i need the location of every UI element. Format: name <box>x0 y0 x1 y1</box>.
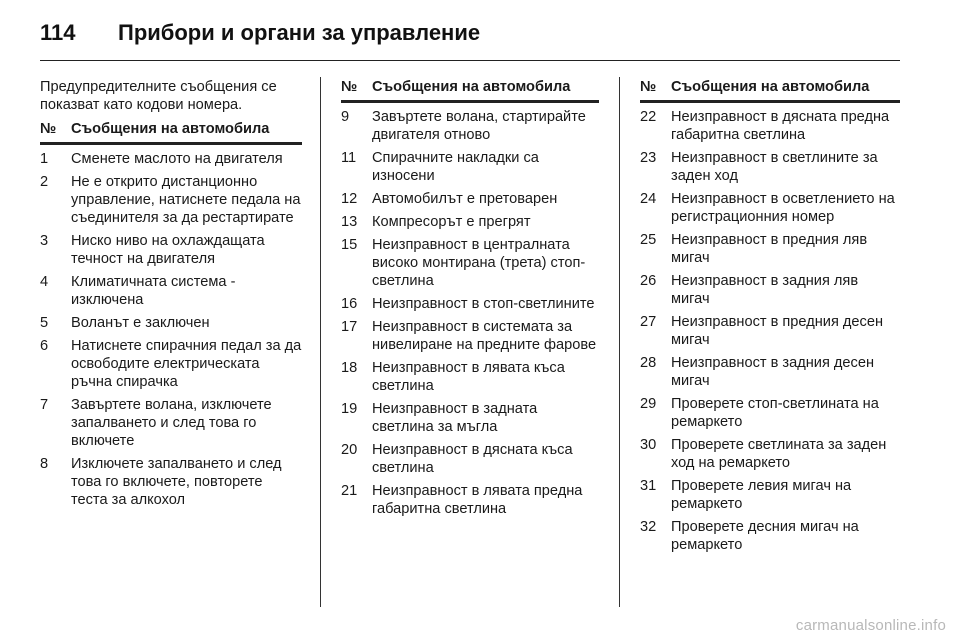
message-row <box>640 272 900 308</box>
message-text: Проверете десния мигач на ремаркето <box>671 519 859 553</box>
message-row <box>640 395 900 431</box>
table-header-text: Съобщения на автомобила <box>671 79 870 95</box>
message-number: 4 <box>40 274 49 290</box>
message-row <box>640 313 900 349</box>
message-row <box>341 318 599 354</box>
message-row <box>640 477 900 513</box>
page-title: Прибори и органи за управление <box>118 20 481 45</box>
message-number: 15 <box>341 237 358 253</box>
message-number: 7 <box>40 397 49 413</box>
message-row <box>341 400 599 436</box>
message-text: Неизправност в осветлението на регистрационния номер <box>671 191 895 225</box>
message-row <box>341 190 599 208</box>
message-text: Проверете светлината за заден ход на ремаркето <box>671 437 887 471</box>
message-number: 19 <box>341 401 358 417</box>
column-divider <box>320 77 321 607</box>
message-number: 6 <box>40 338 49 354</box>
message-text: Компресорът е прегрят <box>372 214 531 230</box>
message-number: 12 <box>341 191 358 207</box>
message-number: 31 <box>640 478 657 494</box>
message-row <box>640 354 900 390</box>
message-number: 17 <box>341 319 358 335</box>
message-text: Проверете стоп-светлината на ремаркето <box>671 396 879 430</box>
message-row <box>640 518 900 554</box>
message-row <box>341 359 599 395</box>
message-number: 26 <box>640 273 657 289</box>
message-number: 20 <box>341 442 358 458</box>
message-number: 25 <box>640 232 657 248</box>
watermark: carmanualsonline.info <box>795 617 946 634</box>
message-text: Неизправност в централната високо монтирана (трета) стоп-светлина <box>372 237 586 289</box>
message-row <box>640 149 900 185</box>
message-text: Неизправност в предния десен мигач <box>671 314 884 348</box>
message-number: 24 <box>640 191 657 207</box>
table-header <box>341 78 599 103</box>
table-header-text: Съобщения на автомобила <box>71 121 270 137</box>
message-number: 9 <box>341 109 350 125</box>
table-header <box>640 78 900 103</box>
message-number: 28 <box>640 355 657 371</box>
message-text: Спирачните накладки са износени <box>372 150 539 184</box>
message-number: 16 <box>341 296 358 312</box>
message-text: Неизправност в светлините за заден ход <box>671 150 878 184</box>
message-text: Завъртете волана, стартирайте двигателя отново <box>372 109 586 143</box>
message-number: 21 <box>341 483 358 499</box>
message-text: Неизправност в стоп-светлините <box>372 296 595 312</box>
message-row <box>341 482 599 518</box>
message-row <box>40 337 302 391</box>
page-number: 114 <box>40 20 76 45</box>
message-row <box>40 150 302 168</box>
message-row <box>640 108 900 144</box>
message-row <box>341 108 599 144</box>
message-row <box>341 295 599 313</box>
message-number: 1 <box>40 151 49 167</box>
message-text: Неизправност в задния ляв мигач <box>671 273 859 307</box>
message-text: Климатичната система - изключена <box>71 274 236 308</box>
message-number: 18 <box>341 360 358 376</box>
message-list-1 <box>40 150 302 509</box>
message-text: Не е открито дистанционно управление, натиснете педала на съединителя за да рестартирате <box>71 174 301 226</box>
message-row <box>640 436 900 472</box>
message-number: 27 <box>640 314 657 330</box>
message-list-3 <box>640 108 900 554</box>
message-row <box>640 190 900 226</box>
table-header-num: № <box>40 121 57 137</box>
message-number: 22 <box>640 109 657 125</box>
table-header-text: Съобщения на автомобила <box>372 79 571 95</box>
column-1 <box>40 78 302 514</box>
message-row <box>341 213 599 231</box>
message-number: 30 <box>640 437 657 453</box>
page-header <box>40 14 900 61</box>
message-row <box>40 173 302 227</box>
message-number: 29 <box>640 396 657 412</box>
message-row <box>40 396 302 450</box>
table-header-num: № <box>640 79 657 95</box>
message-text: Неизправност в системата за нивелиране на предните фарове <box>372 319 597 353</box>
message-number: 11 <box>341 150 357 166</box>
message-row <box>640 231 900 267</box>
message-number: 3 <box>40 233 49 249</box>
message-text: Проверете левия мигач на ремаркето <box>671 478 852 512</box>
column-divider <box>619 77 620 607</box>
message-number: 13 <box>341 214 358 230</box>
message-row <box>40 314 302 332</box>
message-text: Воланът е заключен <box>71 315 210 331</box>
message-text: Неизправност в дясната къса светлина <box>372 442 573 476</box>
message-number: 2 <box>40 174 49 190</box>
message-text: Неизправност в задния десен мигач <box>671 355 875 389</box>
intro-text: Предупредителните съобщения се показват като кодови номера. <box>40 79 277 113</box>
message-text: Изключете запалването и след това го включете, повторете теста за алкохол <box>71 456 282 508</box>
message-text: Ниско ниво на охлаждащата течност на двигателя <box>71 233 265 267</box>
message-row <box>341 149 599 185</box>
message-list-2 <box>341 108 599 518</box>
message-number: 32 <box>640 519 657 535</box>
message-text: Автомобилът е претоварен <box>372 191 558 207</box>
message-number: 5 <box>40 315 49 331</box>
message-number: 8 <box>40 456 49 472</box>
message-row <box>40 273 302 309</box>
message-text: Неизправност в лявата предна габаритна светлина <box>372 483 583 517</box>
message-text: Натиснете спирачния педал за да освободите електрическата ръчна спирачка <box>71 338 302 390</box>
message-text: Неизправност в задната светлина за мъгла <box>372 401 538 435</box>
message-row <box>40 232 302 268</box>
message-row <box>341 236 599 290</box>
column-3 <box>640 78 900 559</box>
message-text: Неизправност в предния ляв мигач <box>671 232 868 266</box>
message-text: Неизправност в лявата къса светлина <box>372 360 565 394</box>
message-text: Сменете маслото на двигателя <box>71 151 283 167</box>
message-number: 23 <box>640 150 657 166</box>
table-header-num: № <box>341 79 358 95</box>
message-text: Завъртете волана, изключете запалването и след това го включете <box>71 397 272 449</box>
message-row <box>40 455 302 509</box>
message-text: Неизправност в дясната предна габаритна светлина <box>671 109 890 143</box>
table-header <box>40 120 302 145</box>
column-2 <box>341 78 599 523</box>
message-row <box>341 441 599 477</box>
